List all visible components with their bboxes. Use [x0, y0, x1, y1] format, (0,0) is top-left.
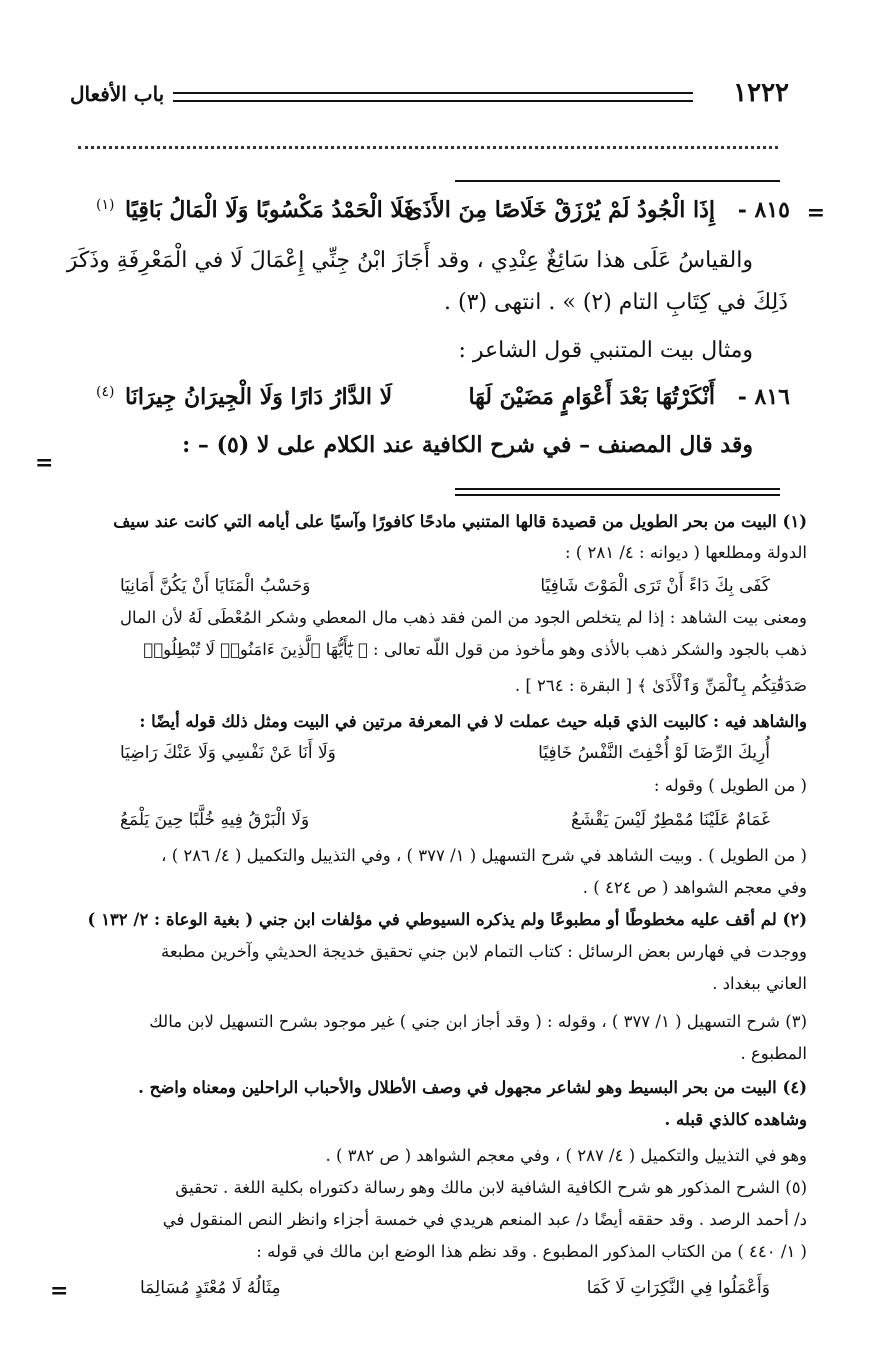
footnote-separator — [455, 488, 780, 496]
footnote-verse: وَحَسْبُ الْمَنَايَا أَنْ يَكُنَّ أَمَانِيَا — [120, 576, 311, 596]
continuation-mark: = — [50, 1278, 69, 1304]
verse-815-second-hemistich: فَلَا الْحَمْدُ مَكْسُوبًا وَلَا الْمَالُ بَاقِيًا — [125, 197, 415, 223]
footnote-line: د/ أحمد الرصد . وقد حققه أيضًا د/ عبد المنعم هريدي في خمسة أجزاء وانظر النص المنقول في — [162, 1210, 807, 1229]
footnote-line: وفي معجم الشواهد ( ص ٤٢٤ ) . — [582, 878, 807, 897]
footnote-line: (١) البيت من بحر الطويل من قصيدة قالها المتنبي مادحًا كافورًا وآسيًا على أيامه التي كانت عند سيف — [113, 512, 807, 531]
footnote-line: (٤) البيت من بحر البسيط وهو لشاعر مجهول في وصف الأطلال والأحباب الراحلين ومعناه واضح . — [138, 1078, 807, 1097]
body-line: والقياسُ عَلَى هذا سَائِغٌ عِنْدِي ، وقد أَجَازَ ابْنُ جِنِّي إِعْمَالَ لَا في الْمَعْرِفَةِ وذَكَرَ — [66, 248, 753, 273]
header-rule — [173, 92, 693, 102]
footnote-line: صَدَقَٰتِكُم بِٱلْمَنِّ وَٱلْأَذَىٰ ﴾ [ البقرة : ٢٦٤ ] . — [514, 676, 807, 695]
footnote-ref-1: (١) — [96, 197, 115, 213]
verse-rule — [455, 180, 780, 182]
footnote-line: ووجدت في فهارس بعض الرسائل : كتاب التمام لابن جني تحقيق خديجة الحديثي وآخرين مطبعة — [161, 942, 807, 961]
footnote-line: وشاهده كالذي قبله . — [664, 1110, 807, 1129]
footnote-verse: غَمَامٌ عَلَيْنَا مُمْطِرٌ لَيْسَ يَقْشَعُ — [570, 810, 770, 830]
footnote-line: والشاهد فيه : كالبيت الذي قبله حيث عملت لا في المعرفة مرتين في البيت ومثل ذلك قوله أيضًا : — [139, 712, 807, 731]
footnote-verse: وَلَا الْبَرْقُ فِيهِ خُلَّبًا حِينَ يَلْمَعُ — [120, 810, 310, 830]
footnote-line: ومعنى بيت الشاهد : إذا لم يتخلص الجود من المن فقد ذهب مال المعطي وشكر المُعْطَى لَهُ لأن المال — [120, 608, 807, 627]
verse-816-first-hemistich: أَنْكَرْتُهَا بَعْدَ أَعْوَامٍ مَضَيْنَ لَهَا — [468, 384, 715, 410]
footnote-line: ( ١/ ٤٤٠ ) من الكتاب المذكور المطبوع . وقد نظم هذا الوضع ابن مالك في قوله : — [256, 1242, 807, 1261]
footnote-verse: وَلَا أَنَا عَنْ نَفْسِي وَلَا عَنْكَ رَاضِيَا — [120, 743, 336, 763]
footnote-line: ( من الطويل ) . وبيت الشاهد في شرح التسهيل ( ١/ ٣٧٧ ) ، وفي التذييل والتكميل ( ٤/ ٢٨٦ ) ، — [161, 846, 807, 865]
footnote-line: المطبوع . — [740, 1044, 807, 1063]
footnote-line: وهو في التذييل والتكميل ( ٤/ ٢٨٧ ) ، وفي معجم الشواهد ( ص ٣٨٢ ) . — [325, 1146, 807, 1165]
footnote-verse: وَأَعْمَلُوا فِي النَّكِرَاتِ لَا كَمَا — [586, 1278, 770, 1298]
dotted-separator — [78, 146, 778, 149]
footnote-line: ذهب بالجود والشكر ذهب بالأذى وهو مأخوذ من قول اللّه تعالى : ﴿ يَٰٓأَيُّهَا ٱلَّذِينَ ءَامَنُوا۟ لَا تُبْطِلُوا۟ — [143, 640, 807, 659]
continuation-mark: = — [35, 450, 54, 476]
footnote-line: الدولة ومطلعها ( ديوانه : ٤/ ٢٨١ ) : — [565, 543, 807, 562]
body-line: ذَلِكَ في كِتَابِ التام (٢) » . انتهى (٣) . — [444, 290, 788, 315]
page-number: ١٢٢٢ — [733, 78, 789, 108]
footnote-line: العاني ببغداد . — [712, 974, 807, 993]
verse-815-number: ٨١٥ - — [737, 197, 790, 223]
chapter-title: باب الأفعال — [70, 82, 165, 106]
footnote-verse: كَفَى بِكَ دَاءً أَنْ تَرَى الْمَوْتَ شَافِيًا — [540, 576, 770, 596]
footnote-ref-4: (٤) — [96, 384, 115, 400]
footnote-line: (٣) شرح التسهيل ( ١/ ٣٧٧ ) ، وقوله : ( وقد أجاز ابن جني ) غير موجود بشرح التسهيل لابن مالك — [149, 1012, 807, 1031]
verse-816-number: ٨١٦ - — [737, 384, 790, 410]
footnote-verse: أُرِيكَ الرِّضَا لَوْ أُخْفِتَ النَّفْسُ خَافِيًا — [538, 743, 770, 763]
body-line: وقد قال المصنف – في شرح الكافية عند الكلام على لا (٥) – : — [182, 432, 753, 458]
verse-816-second-hemistich: لَا الدَّارُ دَارًا وَلَا الْجِيرَانُ جِيرَانَا — [125, 384, 393, 410]
footnote-verse: مِثَالُهُ لَا مُعْتَدٍ مُسَالِمَا — [140, 1278, 281, 1298]
body-line: ومثال بيت المتنبي قول الشاعر : — [458, 338, 753, 363]
footnote-line: (٥) الشرح المذكور هو شرح الكافية الشافية لابن مالك وهو رسالة دكتوراه بكلية اللغة . تحقيق — [175, 1178, 807, 1197]
verse-815-first-hemistich: إِذَا الْجُودُ لَمْ يُرْزَقْ خَلَاصًا مِنَ الأَذَى — [405, 197, 715, 223]
continuation-mark: = — [806, 200, 825, 226]
footnote-line: ( من الطويل ) وقوله : — [653, 776, 807, 795]
footnote-line: (٢) لم أقف عليه مخطوطًا أو مطبوعًا ولم يذكره السيوطي في مؤلفات ابن جني ( بغية الوعاة : ٢/ ١٣٢ ) — [87, 910, 807, 929]
